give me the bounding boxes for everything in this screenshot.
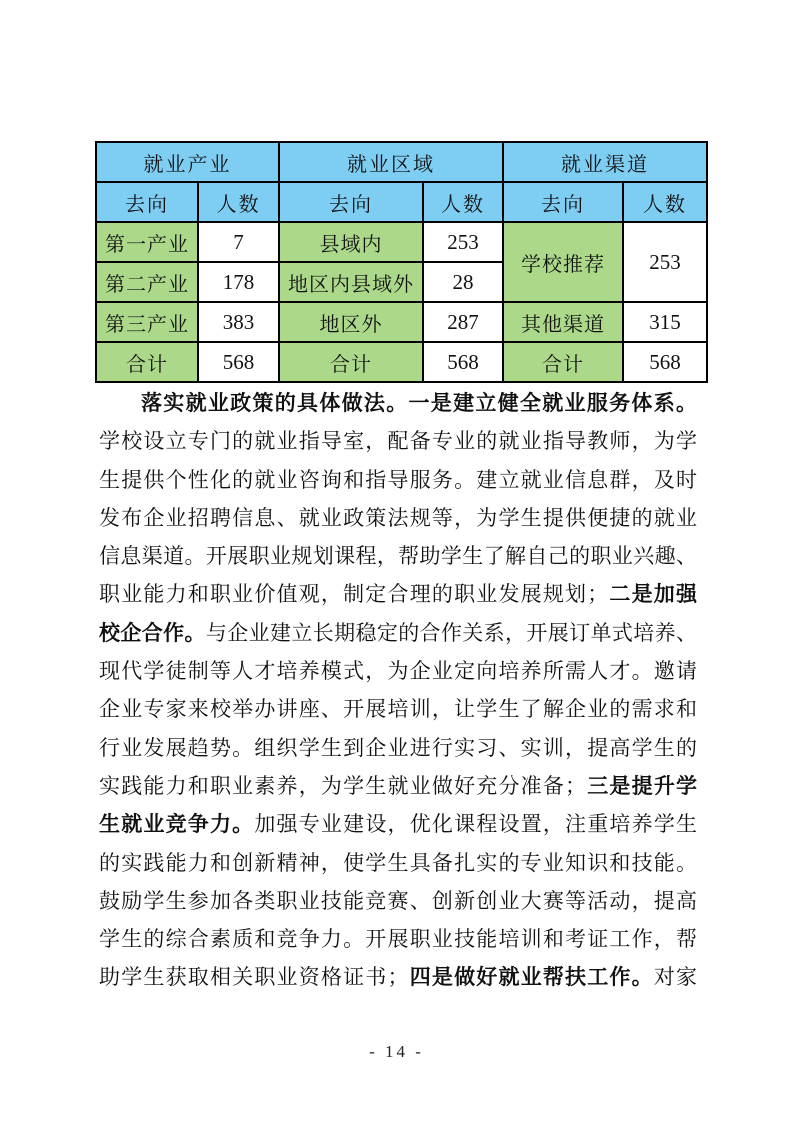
table-group-header: 就业产业: [96, 142, 279, 182]
table-cell: 合计: [96, 342, 198, 382]
table-subheader: 人数: [198, 182, 279, 222]
table-cell: 地区外: [279, 302, 423, 342]
text-line: [99, 614, 697, 652]
text-run: 企业专家来校举办讲座、开展培训，让学生了解企业的需求和: [99, 697, 697, 722]
text-line: [99, 575, 697, 613]
text-line: [99, 537, 697, 575]
text-line: [99, 690, 697, 728]
text-line: [99, 767, 697, 805]
table-body: [96, 222, 707, 382]
text-run: 助学生获取相关职业资格证书；: [99, 965, 409, 990]
text-line: [99, 652, 697, 690]
table-cell: 学校推荐: [503, 222, 623, 302]
text-run: 发布企业招聘信息、就业政策法规等，为学生提供便捷的就业: [99, 505, 697, 530]
table-cell: 383: [198, 302, 279, 342]
text-run: 对家: [653, 965, 698, 990]
table-cell: 253: [423, 222, 503, 262]
page-number: - 14 -: [369, 1042, 424, 1061]
text-line: [99, 499, 697, 537]
table-cell: 合计: [279, 342, 423, 382]
table-subheader: 去向: [279, 182, 423, 222]
text-line: [99, 422, 697, 460]
table-subheader: 人数: [423, 182, 503, 222]
text-line: [99, 805, 697, 843]
table-group-header: 就业渠道: [503, 142, 707, 182]
text-line: [99, 844, 697, 882]
table-cell: 568: [423, 342, 503, 382]
text-run: 鼓励学生参加各类职业技能竞赛、创新创业大赛等活动，提高: [99, 888, 697, 913]
table-cell: 其他渠道: [503, 302, 623, 342]
table-cell: 合计: [503, 342, 623, 382]
table-header: [96, 142, 707, 222]
text-run: 加强专业建设，优化课程设置，注重培养学生: [254, 812, 698, 837]
table-row: [96, 222, 707, 262]
table-cell: 178: [198, 262, 279, 302]
body-paragraph: [99, 384, 697, 997]
text-run: 行业发展趋势。组织学生到企业进行实习、实训，提高学生的: [99, 735, 697, 760]
text-line: [99, 958, 697, 996]
table-subheader: 去向: [96, 182, 198, 222]
text-run: 实践能力和职业素养，为学生就业做好充分准备；: [99, 773, 587, 798]
table-cell: 地区内县域外: [279, 262, 423, 302]
table-cell: 568: [198, 342, 279, 382]
table-cell: 7: [198, 222, 279, 262]
table-cell: 287: [423, 302, 503, 342]
text-run: 信息渠道。开展职业规划课程，帮助学生了解自己的职业兴趣、: [99, 544, 697, 569]
text-line: [99, 384, 697, 422]
text-run: 与企业建立长期稳定的合作关系，开展订单式培养、: [205, 620, 698, 645]
text-run: 现代学徒制等人才培养模式，为企业定向培养所需人才。邀请: [99, 659, 697, 684]
bold-run: 四是做好就业帮扶工作。: [408, 965, 654, 990]
bold-run: 落实就业政策的具体做法。一是建立健全就业服务体系。: [141, 391, 697, 415]
bold-run: 生就业竞争力。: [99, 812, 255, 837]
table-cell: 253: [623, 222, 707, 302]
text-line: [99, 461, 697, 499]
table-cell: 28: [423, 262, 503, 302]
bold-run: 校企合作。: [99, 620, 206, 645]
text-line: [99, 882, 697, 920]
text-run: 学生的综合素质和竞争力。开展职业技能培训和考证工作，帮: [99, 927, 697, 952]
text-run: 的实践能力和创新精神，使学生具备扎实的专业知识和技能。: [99, 850, 697, 875]
table-cell: 第一产业: [96, 222, 198, 262]
text-run: 学校设立专门的就业指导室，配备专业的就业指导教师，为学: [99, 429, 697, 454]
bold-run: 二是加强: [608, 582, 698, 607]
table-group-header: 就业区域: [279, 142, 503, 182]
text-line: [99, 920, 697, 958]
table-cell: 第三产业: [96, 302, 198, 342]
table-cell: 县域内: [279, 222, 423, 262]
table-row: [96, 342, 707, 382]
employment-table: [95, 141, 708, 383]
text-run: 职业能力和职业价值观，制定合理的职业发展规划；: [99, 582, 609, 607]
text-run: 生提供个性化的就业咨询和指导服务。建立就业信息群，及时: [99, 467, 697, 492]
table-cell: 568: [623, 342, 707, 382]
table-subheader: 人数: [623, 182, 707, 222]
table-cell: 第二产业: [96, 262, 198, 302]
table-cell: 315: [623, 302, 707, 342]
table-row: [96, 302, 707, 342]
table-subheader: 去向: [503, 182, 623, 222]
text-line: [99, 729, 697, 767]
bold-run: 三是提升学: [586, 773, 698, 798]
